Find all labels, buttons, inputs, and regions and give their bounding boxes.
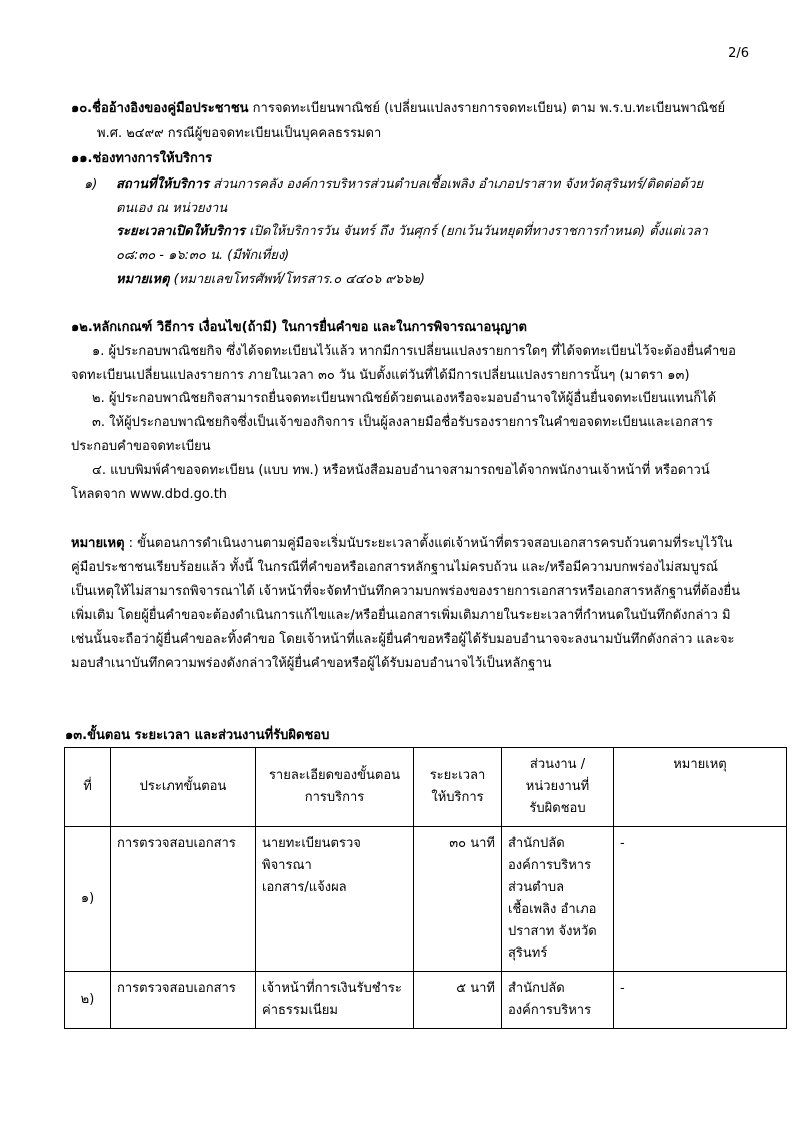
- row-detail-2: เอกสาร/แจ้งผล: [262, 880, 347, 895]
- column-header-time-2: ให้บริการ: [431, 790, 484, 805]
- criteria-3-line-2: ประกอบคำขอจดทะเบียน: [71, 439, 211, 454]
- row-note: -: [614, 972, 787, 1029]
- remark-line-2: คู่มือประชาชนเรียบร้อยแล้ว ทั้งนี้ ในกรณีที่คำขอหรือเอกสารหลักฐานไม่ครบถ้วน และ/หรือมีความบกพร่องไม่สมบูรณ์: [71, 560, 718, 575]
- remark-label: หมายเหตุ: [71, 536, 125, 551]
- row-note: -: [614, 827, 787, 972]
- service-note-label: หมายเหตุ: [116, 272, 170, 287]
- service-place-text-2: ตนเอง ณ หน่วยงาน: [116, 201, 228, 216]
- service-place-label: สถานที่ให้บริการ: [116, 177, 209, 192]
- section-10-line-1: [71, 99, 725, 119]
- row-unit-2: องค์การบริหาร: [508, 858, 592, 873]
- row-unit: [502, 827, 614, 972]
- column-header-time-1: ระยะเวลา: [429, 768, 486, 783]
- column-header-note: หมายเหตุ: [614, 748, 787, 827]
- steps-table: [64, 747, 787, 1029]
- row-detail-1: เจ้าหน้าที่การเงินรับชำระ: [262, 981, 402, 996]
- column-header-unit: [502, 748, 614, 827]
- section-10-text-1: การจดทะเบียนพาณิชย์ (เปลี่ยนแปลงรายการจดทะเบียน) ตาม พ.ร.บ.ทะเบียนพาณิชย์: [248, 101, 726, 116]
- section-10-text-2: พ.ศ. ๒๔๙๙ กรณีผู้ขอจดทะเบียนเป็นบุคคลธรรมดา: [97, 126, 382, 141]
- service-hours-line-1: [116, 222, 708, 242]
- service-place-line-1: [116, 175, 703, 195]
- remark-line-3: เป็นเหตุให้ไม่สามารถพิจารณาได้ เจ้าหน้าที่จะจัดทำบันทึกความบกพร่องของรายการเอกสารหรือเอกสารหลักฐานที่ต้องยื่น: [71, 584, 741, 599]
- section-12-heading: ๑๒.หลักเกณฑ์ วิธีการ เงื่อนไข(ถ้ามี) ในการยื่นคำขอ และในการพิจารณาอนุญาต: [71, 320, 527, 335]
- row-time: ๓๐ นาที: [414, 827, 502, 972]
- column-header-no: ที่: [65, 748, 111, 827]
- row-number: ๑): [65, 827, 111, 972]
- criteria-3-line-1: ๓. ให้ผู้ประกอบพาณิชยกิจซึ่งเป็นเจ้าของกิจการ เป็นผู้ลงลายมือชื่อรับรองรายการในคำขอจดทะเบียนและเอกสาร: [92, 415, 713, 430]
- column-header-unit-1: ส่วนงาน /: [529, 757, 586, 772]
- row-number: ๒): [65, 972, 111, 1029]
- service-hours-label: ระยะเวลาเปิดให้บริการ: [116, 224, 246, 239]
- table-header-row: [65, 748, 787, 827]
- service-place-text-1: ส่วนการคลัง องค์การบริหารส่วนตำบลเชื้อเพลิง อำเภอปราสาท จังหวัดสุรินทร์/ติดต่อด้วย: [208, 177, 704, 192]
- row-unit-4: เชื้อเพลิง อำเภอ: [508, 902, 597, 917]
- criteria-4-line-2: โหลดจาก www.dbd.go.th: [71, 487, 228, 502]
- row-detail-1: นายทะเบียนตรวจพิจารณา: [262, 836, 361, 873]
- remark-line-1: [71, 534, 733, 554]
- criteria-4-line-1: ๔. แบบพิมพ์คำขอจดทะเบียน (แบบ ทพ.) หรือหนังสือมอบอำนาจสามารถขอได้จากพนักงานเจ้าหน้าที่ หรือดาวน์: [92, 463, 710, 478]
- service-note-line: [116, 270, 425, 290]
- column-header-detail-1: รายละเอียดของขั้นตอน: [268, 768, 401, 783]
- row-unit: [502, 972, 614, 1029]
- column-header-time: [414, 748, 502, 827]
- table-row: [65, 972, 787, 1029]
- service-hours-text-2: ๐๘:๓๐ - ๑๖:๓๐ น. (มีพักเที่ยง): [116, 248, 290, 263]
- row-type: การตรวจสอบเอกสาร: [111, 972, 256, 1029]
- row-detail: [256, 827, 414, 972]
- section-10-heading: ๑๐.ชื่ออ้างอิงของคู่มือประชาชน: [71, 101, 249, 116]
- section-13-heading: ๑๓.ขั้นตอน ระยะเวลา และส่วนงานที่รับผิดชอบ: [65, 728, 330, 743]
- remark-line-6: มอบสำเนาบันทึกความพร่องดังกล่าวให้ผู้ยื่นคำขอหรือผู้ได้รับมอบอำนาจไว้เป็นหลักฐาน: [71, 656, 552, 671]
- column-header-unit-3: รับผิดชอบ: [529, 801, 586, 816]
- criteria-1-line-2: จดทะเบียนเปลี่ยนแปลงรายการ ภายในเวลา ๓๐ วัน นับตั้งแต่วันที่ได้มีการเปลี่ยนแปลงรายการนั้นๆ (มาตรา ๑๓): [71, 368, 690, 383]
- section-11-item-number: ๑): [84, 177, 98, 192]
- row-unit-6: สุรินทร์: [508, 946, 548, 961]
- row-detail: [256, 972, 414, 1029]
- column-header-detail: [256, 748, 414, 827]
- remark-line-5: เช่นนั้นจะถือว่าผู้ยื่นคำขอละทิ้งคำขอ โดยเจ้าหน้าที่และผู้ยื่นคำขอหรือผู้ได้รับมอบอำนาจจะลงนามบันทึกดังกล่าว และจะ: [71, 632, 735, 647]
- page-number: 2/6: [728, 46, 749, 61]
- remark-text-1: : ขั้นตอนการดำเนินงานตามคู่มือจะเริ่มนับระยะเวลาตั้งแต่เจ้าหน้าที่ตรวจสอบเอกสารครบถ้วนตามที่ระบุไว้ใน: [124, 536, 733, 551]
- service-note-text: (หมายเลขโทรศัพท์/โทรสาร.๐ ๔๔๐๖ ๙๖๖๒): [169, 272, 425, 287]
- row-unit-1: สำนักปลัด: [508, 836, 565, 851]
- row-unit-2: องค์การบริหาร: [508, 1003, 592, 1018]
- criteria-1-line-1: ๑. ผู้ประกอบพาณิชยกิจ ซึ่งได้จดทะเบียนไว้แล้ว หากมีการเปลี่ยนแปลงรายการใดๆ ที่ได้จดทะเบียนไว้จะต้องยื่นคำขอ: [92, 344, 736, 359]
- remark-line-4: เพิ่มเติม โดยผู้ยื่นคำขอจะต้องดำเนินการแก้ไขและ/หรือยื่นเอกสารเพิ่มเติมภายในระยะเวลาที่กำหนดในบันทึกดังกล่าว มิ: [71, 608, 731, 623]
- row-unit-1: สำนักปลัด: [508, 981, 565, 996]
- row-detail-2: ค่าธรรมเนียม: [262, 1003, 338, 1018]
- column-header-detail-2: การบริการ: [304, 790, 365, 805]
- criteria-2: ๒. ผู้ประกอบพาณิชยกิจสามารถยื่นจดทะเบียนพาณิชย์ด้วยตนเองหรือจะมอบอำนาจให้ผู้อื่นยื่นจดทะเบียนแทนก็ได้: [92, 391, 717, 406]
- table-row: [65, 827, 787, 972]
- row-type: การตรวจสอบเอกสาร: [111, 827, 256, 972]
- row-time: ๕ นาที: [414, 972, 502, 1029]
- column-header-type: ประเภทขั้นตอน: [111, 748, 256, 827]
- service-hours-text-1: เปิดให้บริการวัน จันทร์ ถึง วันศุกร์ (ยกเว้นวันหยุดที่ทางราชการกำหนด) ตั้งแต่เวลา: [245, 224, 708, 239]
- section-11-heading: ๑๑.ช่องทางการให้บริการ: [71, 151, 213, 166]
- column-header-unit-2: หน่วยงานที่: [525, 779, 590, 794]
- row-unit-3: ส่วนตำบล: [508, 880, 565, 895]
- row-unit-5: ปราสาท จังหวัด: [508, 924, 597, 939]
